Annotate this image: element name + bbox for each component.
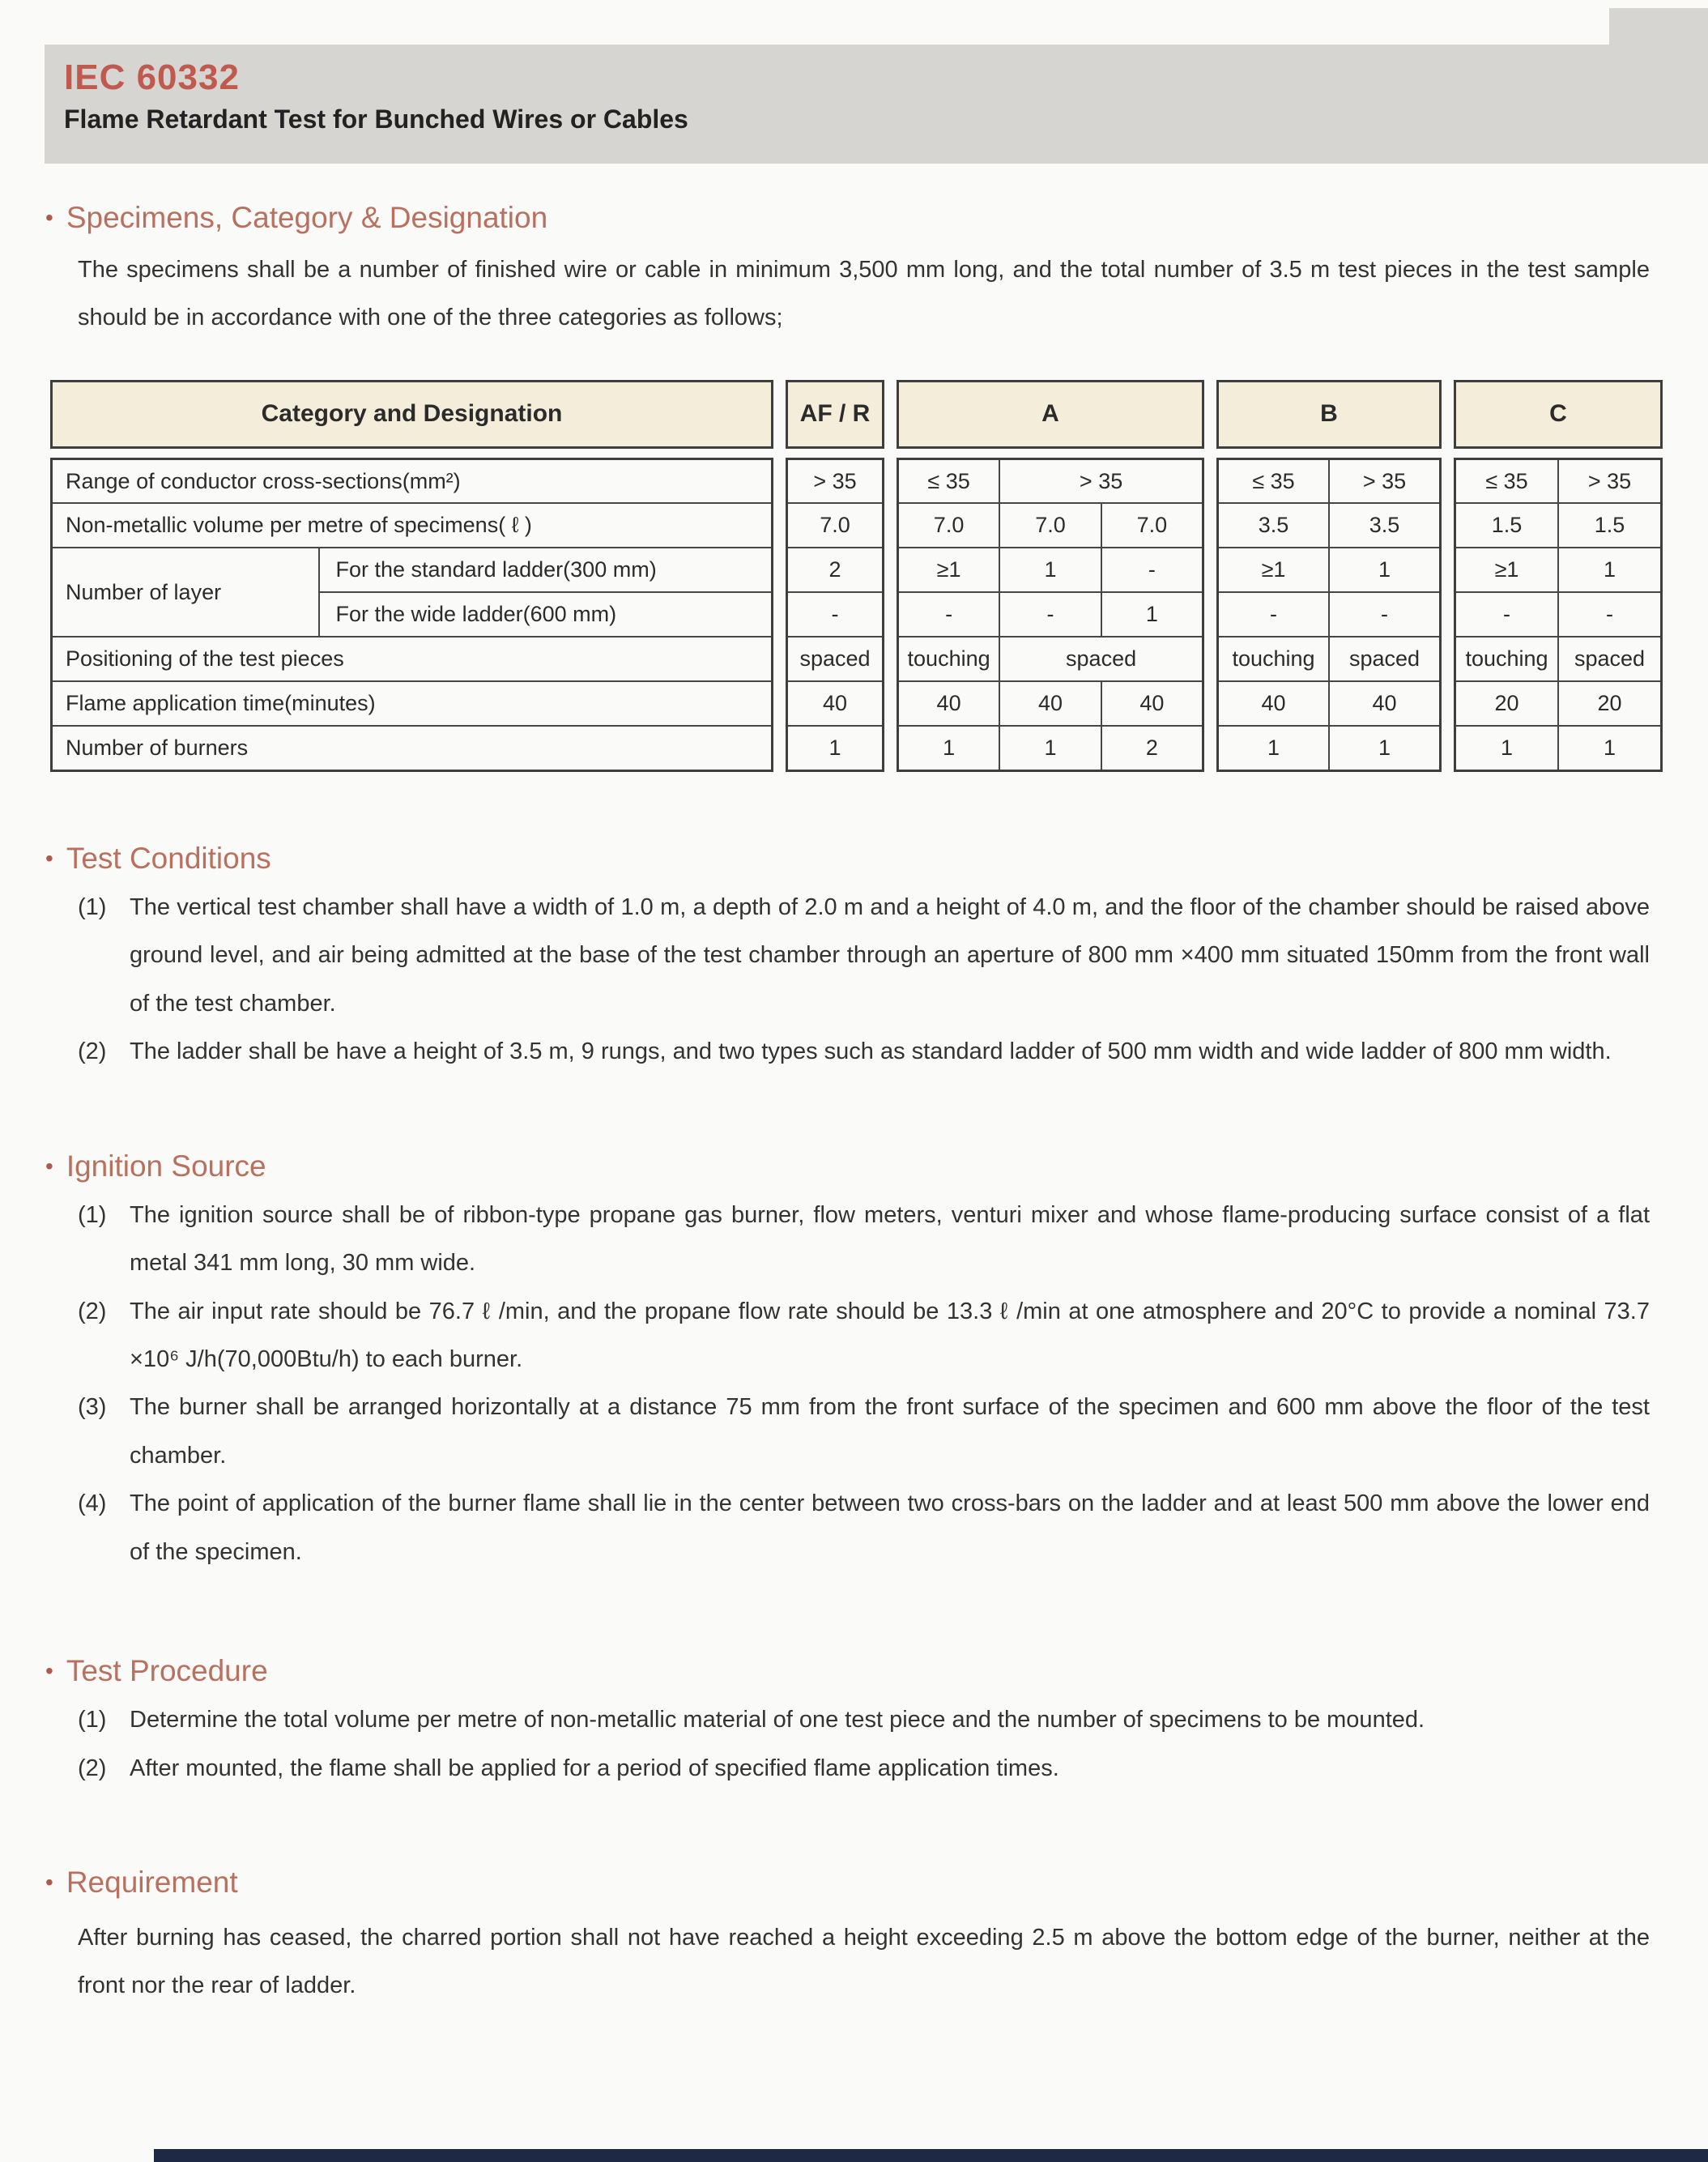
table-row <box>787 726 884 770</box>
cell-c-flame-1: 20 <box>1455 681 1559 726</box>
cell-c-volume-2: 1.5 <box>1558 503 1662 548</box>
table-block-category <box>50 380 773 772</box>
label-layer: Number of layer <box>52 548 319 637</box>
cell-b-burners-1: 1 <box>1218 726 1330 770</box>
footer-bar <box>154 2149 1708 2162</box>
cell-c-range-1: ≤ 35 <box>1455 458 1559 503</box>
table-row <box>898 592 1203 637</box>
item-number: (1) <box>78 1707 107 1733</box>
list-item <box>78 1480 1650 1576</box>
table-row <box>898 548 1203 592</box>
list-item <box>78 1288 1650 1384</box>
cell-a-standard-3: - <box>1101 548 1203 592</box>
table-row <box>52 637 773 681</box>
item-number: (2) <box>78 1755 107 1781</box>
cell-afr-flame: 40 <box>787 681 884 726</box>
table-row <box>1218 458 1441 503</box>
item-number: (3) <box>78 1394 107 1421</box>
table-row <box>1455 503 1662 548</box>
table-row <box>787 637 884 681</box>
cell-afr-standard: 2 <box>787 548 884 592</box>
bullet-icon: • <box>45 1658 53 1684</box>
section-heading-text: Specimens, Category & Designation <box>66 201 548 234</box>
item-text: Determine the total volume per metre of non-metallic material of one test piece and the number of specimens to be mounted. <box>130 1707 1425 1733</box>
table-row <box>787 548 884 592</box>
cell-a-volume-2: 7.0 <box>999 503 1101 548</box>
table-row <box>1218 637 1441 681</box>
column-header-a: A <box>897 380 1204 449</box>
table-row <box>52 726 773 770</box>
table-row <box>898 458 1203 503</box>
cell-c-volume-1: 1.5 <box>1455 503 1559 548</box>
cell-a-volume-1: 7.0 <box>898 503 1000 548</box>
bullet-icon: • <box>45 1153 53 1179</box>
bullet-icon: • <box>45 205 53 230</box>
cell-a-flame-2: 40 <box>999 681 1101 726</box>
cell-c-burners-2: 1 <box>1558 726 1662 770</box>
cell-c-standard-2: 1 <box>1558 548 1662 592</box>
item-number: (4) <box>78 1490 107 1517</box>
cell-b-standard-2: 1 <box>1329 548 1441 592</box>
table-row <box>1218 503 1441 548</box>
column-header-afr: AF / R <box>786 380 884 449</box>
cell-b-flame-2: 40 <box>1329 681 1441 726</box>
cell-c-wide-2: - <box>1558 592 1662 637</box>
category-label-body <box>50 458 773 772</box>
table-row <box>1218 548 1441 592</box>
cell-a-flame-3: 40 <box>1101 681 1203 726</box>
cell-b-flame-1: 40 <box>1218 681 1330 726</box>
list-item <box>78 1192 1650 1288</box>
list-item <box>78 1028 1650 1076</box>
cell-b-range-1: ≤ 35 <box>1218 458 1330 503</box>
section-heading-test-conditions <box>45 842 1708 876</box>
item-text: The vertical test chamber shall have a width of 1.0 m, a depth of 2.0 m and a height of 4.0 m, and the floor of the chamber should be raised above ground level, and air being admitted at the base of the test chamber through an aperture of 800 mm ×400 mm situated 150mm from the front wall of the test chamber. <box>130 893 1650 1017</box>
item-text: The ladder shall be have a height of 3.5 m, 9 rungs, and two types such as standard ladder of 500 mm width and wide ladder of 800 mm width. <box>130 1038 1612 1065</box>
table-row <box>787 681 884 726</box>
cell-a-burners-2: 1 <box>999 726 1101 770</box>
label-wide-ladder: For the wide ladder(600 mm) <box>319 592 773 637</box>
c-body <box>1454 458 1663 772</box>
table-row <box>52 548 773 592</box>
table-row <box>52 681 773 726</box>
cell-a-positioning-2: spaced <box>999 637 1203 681</box>
requirement-paragraph: After burning has ceased, the charred portion shall not have reached a height exceeding 2.5 m above the bottom edge of the burner, neither at the front nor the rear of ladder. <box>78 1925 1650 1999</box>
cell-a-burners-3: 2 <box>1101 726 1203 770</box>
cell-c-wide-1: - <box>1455 592 1559 637</box>
section-heading-ignition-source <box>45 1149 1708 1183</box>
section-heading-requirement <box>45 1866 1708 1900</box>
cell-a-positioning-1: touching <box>898 637 1000 681</box>
table-row <box>1218 592 1441 637</box>
afr-body <box>786 458 884 772</box>
cell-a-flame-1: 40 <box>898 681 1000 726</box>
specimens-intro-paragraph: The specimens shall be a number of finished wire or cable in minimum 3,500 mm long, and the total number of 3.5 m test pieces in the test sample should be in accordance with one of the three categories as follows; <box>78 257 1650 331</box>
table-row <box>898 681 1203 726</box>
table-block-c <box>1454 380 1663 772</box>
item-text: After mounted, the flame shall be applied for a period of specified flame application times. <box>130 1755 1059 1781</box>
section-heading-text: Test Procedure <box>66 1654 268 1688</box>
table-row <box>52 458 773 503</box>
item-number: (1) <box>78 893 107 920</box>
cell-b-standard-1: ≥1 <box>1218 548 1330 592</box>
cell-b-wide-1: - <box>1218 592 1330 637</box>
item-number: (1) <box>78 1201 107 1228</box>
section-test-procedure <box>0 1654 1708 1793</box>
item-text: The air input rate should be 76.7 ℓ /min, and the propane flow rate should be 13.3 ℓ /min at one atmosphere and 20°C to provide a nominal 73.7 ×10⁶ J/h(70,000Btu/h) to each burner. <box>130 1298 1650 1372</box>
cell-afr-wide: - <box>787 592 884 637</box>
item-text: The point of application of the burner flame shall lie in the center between two cross-bars on the ladder and at least 500 mm above the lower end of the specimen. <box>130 1490 1650 1565</box>
item-number: (2) <box>78 1038 107 1065</box>
cell-b-wide-2: - <box>1329 592 1441 637</box>
document-header <box>45 45 1708 164</box>
item-text: The ignition source shall be of ribbon-type propane gas burner, flow meters, venturi mixer and whose flame-producing surface consist of a flat metal 341 mm long, 30 mm wide. <box>130 1201 1650 1277</box>
test-conditions-items <box>78 884 1650 1077</box>
cell-a-range-1: ≤ 35 <box>898 458 1000 503</box>
bullet-icon: • <box>45 1870 53 1895</box>
table-row <box>1218 681 1441 726</box>
table-row <box>1455 681 1662 726</box>
cell-b-positioning-1: touching <box>1218 637 1330 681</box>
table-row <box>1455 548 1662 592</box>
cell-b-positioning-2: spaced <box>1329 637 1441 681</box>
list-item <box>78 884 1650 1028</box>
ignition-source-items <box>78 1192 1650 1577</box>
cell-a-burners-1: 1 <box>898 726 1000 770</box>
section-heading-test-procedure <box>45 1654 1708 1688</box>
cell-afr-burners: 1 <box>787 726 884 770</box>
table-row <box>787 592 884 637</box>
table-row <box>1455 458 1662 503</box>
cell-b-volume-1: 3.5 <box>1218 503 1330 548</box>
column-header-category: Category and Designation <box>50 380 773 449</box>
cell-c-standard-1: ≥1 <box>1455 548 1559 592</box>
cell-b-burners-2: 1 <box>1329 726 1441 770</box>
cell-a-range-2: > 35 <box>999 458 1203 503</box>
section-specimens <box>0 201 1708 772</box>
section-heading-text: Test Conditions <box>66 841 271 875</box>
label-flame-time: Flame application time(minutes) <box>52 681 773 726</box>
cell-c-flame-2: 20 <box>1558 681 1662 726</box>
table-row <box>1455 637 1662 681</box>
table-block-afr <box>786 380 884 772</box>
table-block-b <box>1216 380 1442 772</box>
cell-a-volume-3: 7.0 <box>1101 503 1203 548</box>
cell-a-standard-2: 1 <box>999 548 1101 592</box>
a-body <box>897 458 1204 772</box>
table-row <box>898 637 1203 681</box>
cell-afr-positioning: spaced <box>787 637 884 681</box>
table-row <box>787 503 884 548</box>
section-heading-text: Ignition Source <box>66 1149 266 1183</box>
section-heading-specimens <box>45 201 1708 235</box>
cell-c-positioning-2: spaced <box>1558 637 1662 681</box>
label-standard-ladder: For the standard ladder(300 mm) <box>319 548 773 592</box>
table-row <box>898 726 1203 770</box>
specimen-category-table <box>50 380 1708 772</box>
cell-c-positioning-1: touching <box>1455 637 1559 681</box>
section-heading-text: Requirement <box>66 1866 238 1899</box>
cell-c-range-2: > 35 <box>1558 458 1662 503</box>
cell-a-wide-1: - <box>898 592 1000 637</box>
cell-a-wide-2: - <box>999 592 1101 637</box>
item-text: The burner shall be arranged horizontally at a distance 75 mm from the front surface of the specimen and 600 mm above the floor of the test chamber. <box>130 1394 1650 1469</box>
column-header-b: B <box>1216 380 1442 449</box>
table-row <box>52 503 773 548</box>
list-item <box>78 1745 1650 1793</box>
table-row <box>898 503 1203 548</box>
table-block-a <box>897 380 1204 772</box>
section-ignition-source <box>0 1149 1708 1577</box>
list-item <box>78 1696 1650 1744</box>
table-row <box>1218 726 1441 770</box>
cell-a-standard-1: ≥1 <box>898 548 1000 592</box>
label-burners: Number of burners <box>52 726 773 770</box>
page-content <box>0 164 1708 2011</box>
section-test-conditions <box>0 842 1708 1077</box>
document-title: Flame Retardant Test for Bunched Wires or Cables <box>64 104 688 134</box>
label-range: Range of conductor cross-sections(mm²) <box>52 458 773 503</box>
label-volume: Non-metallic volume per metre of specimens( ℓ ) <box>52 503 773 548</box>
list-item <box>78 1384 1650 1480</box>
table-row <box>787 458 884 503</box>
column-header-c: C <box>1454 380 1663 449</box>
test-procedure-items <box>78 1696 1650 1793</box>
table-row <box>1455 726 1662 770</box>
cell-afr-range: > 35 <box>787 458 884 503</box>
standard-code: IEC 60332 <box>64 58 240 97</box>
cell-afr-volume: 7.0 <box>787 503 884 548</box>
table-row <box>1455 592 1662 637</box>
item-number: (2) <box>78 1298 107 1324</box>
b-body <box>1216 458 1442 772</box>
label-positioning: Positioning of the test pieces <box>52 637 773 681</box>
bullet-icon: • <box>45 845 53 871</box>
section-requirement <box>0 1866 1708 2011</box>
cell-b-range-2: > 35 <box>1329 458 1441 503</box>
cell-a-wide-3: 1 <box>1101 592 1203 637</box>
cell-c-burners-1: 1 <box>1455 726 1559 770</box>
cell-b-volume-2: 3.5 <box>1329 503 1441 548</box>
